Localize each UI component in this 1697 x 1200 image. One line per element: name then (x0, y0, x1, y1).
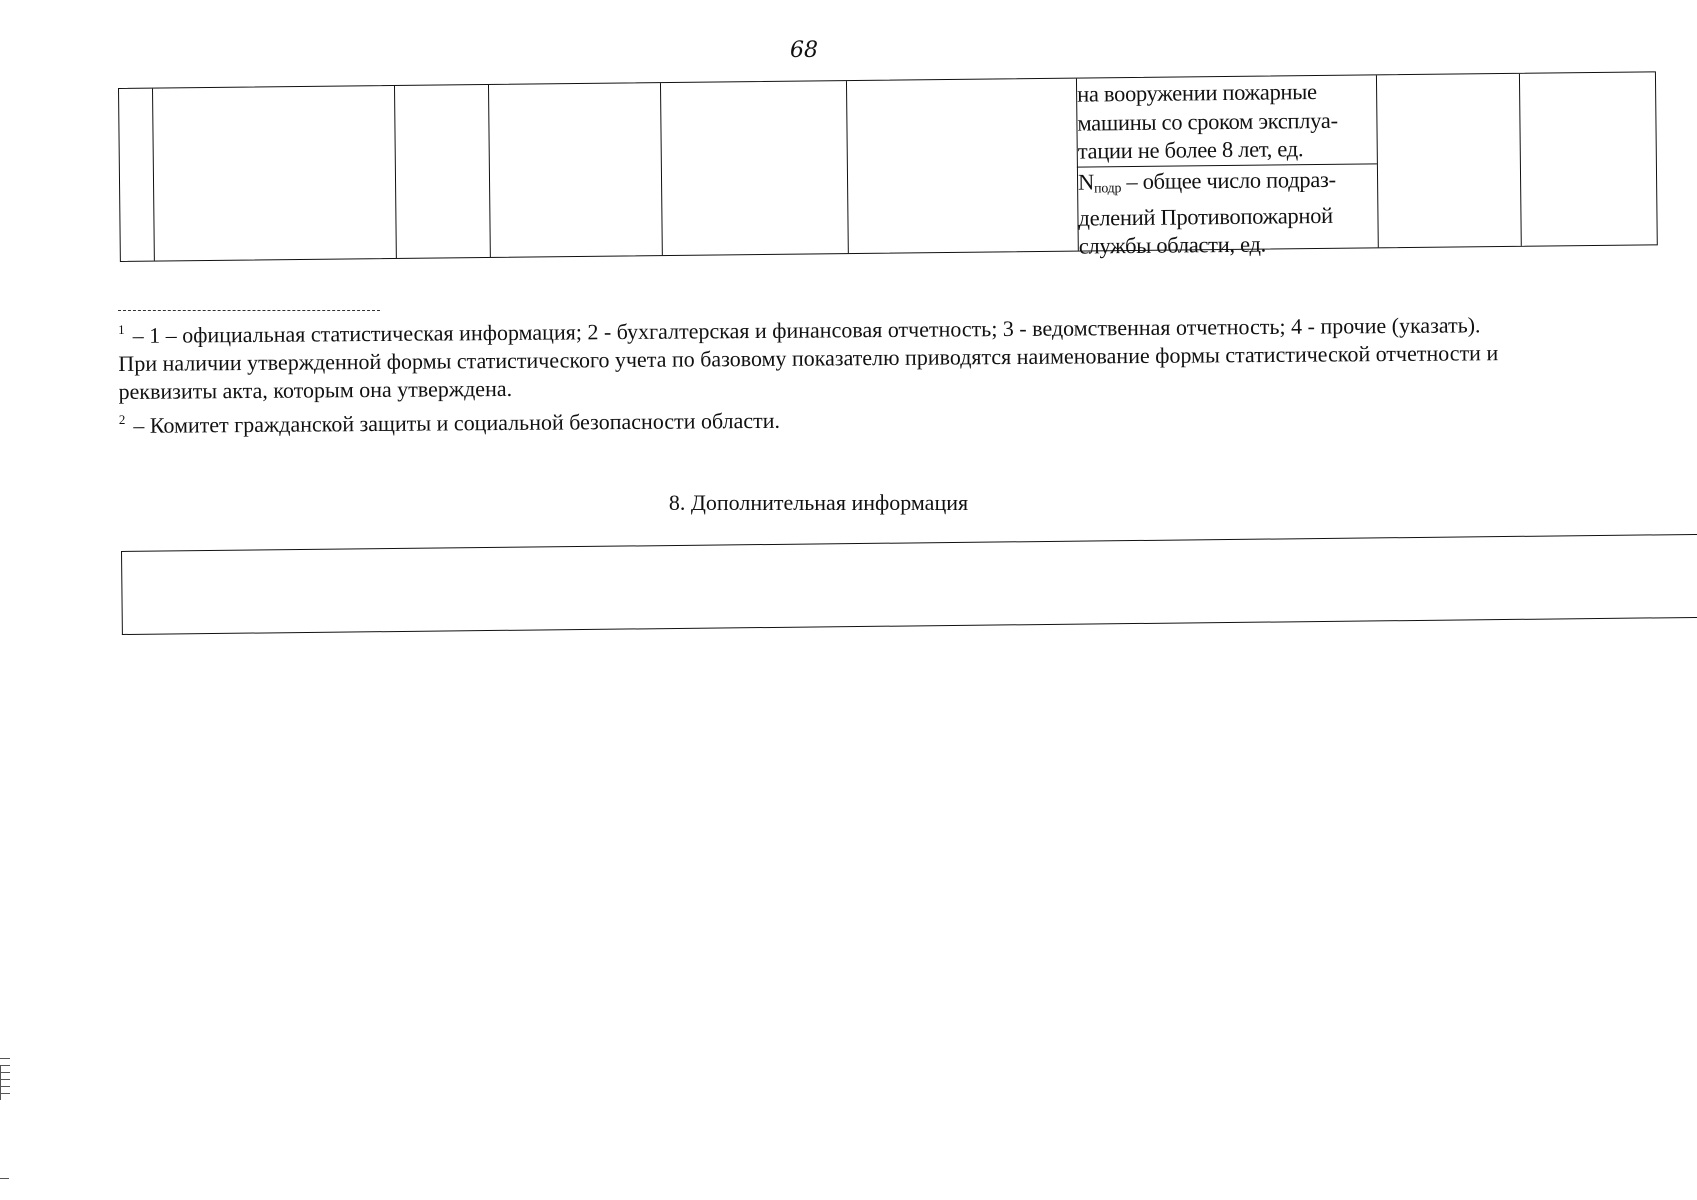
table-column-8 (1376, 74, 1522, 248)
additional-info-box (121, 533, 1697, 635)
variable-subscript: подр (1094, 181, 1122, 197)
table-column-6 (846, 79, 1079, 253)
cell-subdivisions-text (1078, 165, 1376, 261)
margin-bottom-mark (0, 1178, 9, 1179)
page-number: 68 (790, 38, 818, 63)
table-column-1 (119, 89, 155, 261)
footnote-1-marker: 1 (118, 321, 125, 337)
section-heading: 8. Дополнительная информация (668, 490, 969, 515)
variable-definition: – общее число подраз-делений Противопожарной службы области, ед. (1078, 166, 1336, 259)
table-column-7 (1076, 75, 1379, 259)
footnotes (118, 304, 1659, 440)
table-column-5 (660, 81, 849, 255)
cell-fire-vehicles-text: на вооружении пожарные машины со сроком эксплуа-тации не более 8 лет, ед. (1076, 79, 1338, 164)
footnote-2-marker: 2 (118, 411, 126, 427)
table-column-2 (152, 86, 397, 261)
table-column-3 (394, 85, 491, 258)
table-column-4 (488, 83, 663, 257)
footnote-1-line-2: При наличии утвержденной формы статистического учета по базовому показателю приводятся наименование формы статистической отчетности и (118, 340, 1499, 376)
margin-scan-marks (0, 1058, 10, 1100)
indicator-table (118, 71, 1658, 262)
footnote-separator (118, 310, 380, 311)
variable-symbol: N (1077, 169, 1095, 195)
footnote-2-text: – Комитет гражданской защиты и социальной безопасности области. (133, 407, 781, 438)
footnote-1-text: – 1 – официальная статистическая информация; 2 - бухгалтерская и финансовая отчетность; 3 - ведомственная отчетность; 4 - прочие (указать). (132, 312, 1481, 348)
table-column-9 (1519, 72, 1657, 245)
footnote-1-line-3: реквизиты акта, которым она утверждена. (118, 375, 513, 404)
